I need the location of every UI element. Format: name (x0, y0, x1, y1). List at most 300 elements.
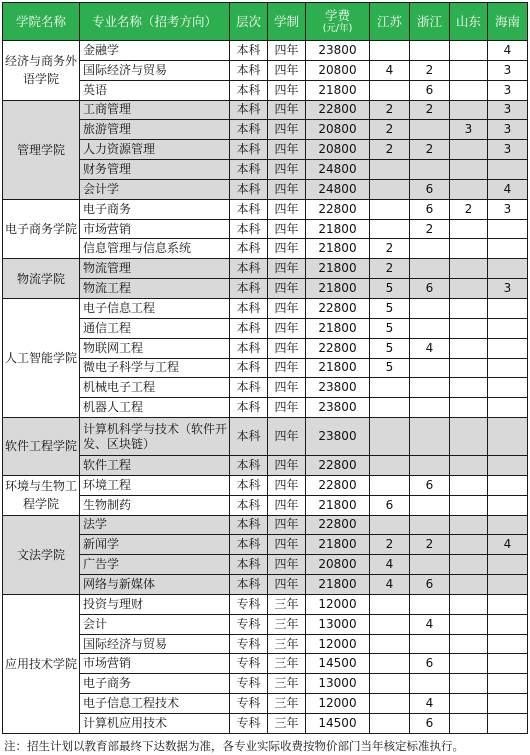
jiangsu-count-cell (370, 160, 410, 180)
hainan-count-cell: 3 (488, 60, 528, 80)
major-cell: 通信工程 (80, 318, 230, 338)
table-row (3, 199, 528, 219)
level-cell: 本科 (230, 279, 268, 299)
fee-cell: 20800 (306, 60, 370, 80)
table-row (3, 239, 528, 259)
hainan-count-cell (488, 378, 528, 398)
fee-cell: 21800 (306, 279, 370, 299)
table-row (3, 120, 528, 140)
hainan-count-cell: 4 (488, 41, 528, 61)
level-cell: 本科 (230, 41, 268, 61)
shandong-count-cell (450, 179, 488, 199)
hainan-count-cell (488, 456, 528, 476)
zhejiang-count-cell (410, 358, 450, 378)
level-cell: 本科 (230, 298, 268, 318)
major-cell: 电子商务 (80, 674, 230, 694)
table-row (3, 41, 528, 61)
major-cell: 投资与理财 (80, 594, 230, 614)
major-cell: 财务管理 (80, 160, 230, 180)
fee-cell: 21800 (306, 358, 370, 378)
major-cell: 工商管理 (80, 100, 230, 120)
fee-cell: 12000 (306, 634, 370, 654)
table-row (3, 575, 528, 595)
table-row (3, 654, 528, 674)
major-cell: 国际经济与贸易 (80, 60, 230, 80)
zhejiang-count-cell (410, 674, 450, 694)
jiangsu-count-cell (370, 515, 410, 535)
table-row (3, 674, 528, 694)
shandong-count-cell (450, 535, 488, 555)
jiangsu-count-cell (370, 41, 410, 61)
level-cell: 专科 (230, 674, 268, 694)
hainan-count-cell (488, 398, 528, 418)
hainan-count-cell: 3 (488, 120, 528, 140)
jiangsu-count-cell (370, 594, 410, 614)
major-cell: 计算机应用技术 (80, 714, 230, 734)
hainan-count-cell: 3 (488, 279, 528, 299)
major-cell: 英语 (80, 80, 230, 100)
hainan-count-cell: 3 (488, 140, 528, 160)
fee-cell: 12000 (306, 694, 370, 714)
hainan-count-cell (488, 555, 528, 575)
header-fee-label: 学费 (324, 7, 350, 23)
shandong-count-cell (450, 634, 488, 654)
table-row (3, 160, 528, 180)
fee-cell: 22800 (306, 199, 370, 219)
header-fee (306, 3, 370, 41)
zhejiang-count-cell (410, 398, 450, 418)
level-cell: 本科 (230, 456, 268, 476)
major-cell: 国际经济与贸易 (80, 634, 230, 654)
header-duration: 学制 (268, 3, 306, 41)
jiangsu-count-cell: 2 (370, 120, 410, 140)
shandong-count-cell (450, 418, 488, 456)
level-cell: 本科 (230, 140, 268, 160)
table-row (3, 535, 528, 555)
shandong-count-cell (450, 60, 488, 80)
fee-cell: 23800 (306, 41, 370, 61)
table-row (3, 358, 528, 378)
zhejiang-count-cell: 2 (410, 60, 450, 80)
fee-cell: 23800 (306, 378, 370, 398)
hainan-count-cell: 4 (488, 179, 528, 199)
table-row (3, 495, 528, 515)
zhejiang-count-cell (410, 456, 450, 476)
table-row (3, 475, 528, 495)
shandong-count-cell (450, 674, 488, 694)
hainan-count-cell (488, 674, 528, 694)
zhejiang-count-cell: 4 (410, 614, 450, 634)
zhejiang-count-cell: 6 (410, 80, 450, 100)
jiangsu-count-cell: 5 (370, 318, 410, 338)
fee-cell: 21800 (306, 495, 370, 515)
jiangsu-count-cell (370, 378, 410, 398)
zhejiang-count-cell: 2 (410, 535, 450, 555)
level-cell: 本科 (230, 418, 268, 456)
level-cell: 本科 (230, 60, 268, 80)
major-cell: 网络与新媒体 (80, 575, 230, 595)
zhejiang-count-cell: 6 (410, 179, 450, 199)
level-cell: 专科 (230, 594, 268, 614)
jiangsu-count-cell (370, 418, 410, 456)
jiangsu-count-cell: 4 (370, 60, 410, 80)
zhejiang-count-cell (410, 634, 450, 654)
fee-cell: 21800 (306, 535, 370, 555)
level-cell: 专科 (230, 714, 268, 734)
table-row (3, 456, 528, 476)
jiangsu-count-cell: 2 (370, 259, 410, 279)
header-jiangsu: 江苏 (370, 3, 410, 41)
level-cell: 本科 (230, 160, 268, 180)
hainan-count-cell (488, 475, 528, 495)
table-row (3, 100, 528, 120)
fee-cell: 20800 (306, 120, 370, 140)
duration-cell: 三年 (268, 674, 306, 694)
hainan-count-cell (488, 694, 528, 714)
jiangsu-count-cell: 5 (370, 338, 410, 358)
fee-cell: 13000 (306, 674, 370, 694)
duration-cell: 四年 (268, 515, 306, 535)
shandong-count-cell (450, 714, 488, 734)
hainan-count-cell (488, 418, 528, 456)
major-cell: 物联网工程 (80, 338, 230, 358)
major-cell: 电子信息工程 (80, 298, 230, 318)
duration-cell: 四年 (268, 199, 306, 219)
major-cell: 市场营销 (80, 654, 230, 674)
hainan-count-cell (488, 654, 528, 674)
hainan-count-cell (488, 714, 528, 734)
hainan-count-cell (488, 614, 528, 634)
fee-cell: 21800 (306, 575, 370, 595)
major-cell: 计算机科学与技术（软件开发、区块链） (80, 418, 230, 456)
header-zhejiang: 浙江 (410, 3, 450, 41)
duration-cell: 四年 (268, 495, 306, 515)
shandong-count-cell (450, 594, 488, 614)
hainan-count-cell (488, 495, 528, 515)
duration-cell: 四年 (268, 279, 306, 299)
shandong-count-cell (450, 279, 488, 299)
zhejiang-count-cell: 6 (410, 199, 450, 219)
level-cell: 本科 (230, 398, 268, 418)
duration-cell: 四年 (268, 160, 306, 180)
duration-cell: 四年 (268, 378, 306, 398)
major-cell: 微电子科学与工程 (80, 358, 230, 378)
shandong-count-cell (450, 398, 488, 418)
header-level: 层次 (230, 3, 268, 41)
table-row (3, 60, 528, 80)
shandong-count-cell: 2 (450, 199, 488, 219)
jiangsu-count-cell (370, 80, 410, 100)
school-name-cell: 电子商务学院 (3, 199, 80, 259)
table-row (3, 318, 528, 338)
shandong-count-cell (450, 555, 488, 575)
jiangsu-count-cell: 2 (370, 140, 410, 160)
shandong-count-cell: 3 (450, 120, 488, 140)
jiangsu-count-cell: 6 (370, 495, 410, 515)
duration-cell: 四年 (268, 120, 306, 140)
duration-cell: 四年 (268, 535, 306, 555)
jiangsu-count-cell: 2 (370, 239, 410, 259)
shandong-count-cell (450, 298, 488, 318)
major-cell: 信息管理与信息系统 (80, 239, 230, 259)
duration-cell: 四年 (268, 80, 306, 100)
table-row (3, 634, 528, 654)
jiangsu-count-cell: 2 (370, 535, 410, 555)
jiangsu-count-cell (370, 456, 410, 476)
shandong-count-cell (450, 219, 488, 239)
jiangsu-count-cell (370, 398, 410, 418)
zhejiang-count-cell (410, 378, 450, 398)
shandong-count-cell (450, 358, 488, 378)
major-cell: 机器人工程 (80, 398, 230, 418)
header-row (3, 3, 528, 41)
duration-cell: 四年 (268, 41, 306, 61)
plan-table (2, 2, 528, 734)
table-row (3, 378, 528, 398)
jiangsu-count-cell (370, 475, 410, 495)
level-cell: 本科 (230, 199, 268, 219)
school-name-cell: 软件工程学院 (3, 418, 80, 476)
fee-cell: 22800 (306, 475, 370, 495)
duration-cell: 三年 (268, 594, 306, 614)
zhejiang-count-cell: 4 (410, 338, 450, 358)
shandong-count-cell (450, 80, 488, 100)
fee-cell: 22800 (306, 298, 370, 318)
hainan-count-cell (488, 259, 528, 279)
jiangsu-count-cell (370, 714, 410, 734)
major-cell: 环境工程 (80, 475, 230, 495)
duration-cell: 三年 (268, 694, 306, 714)
fee-cell: 21800 (306, 80, 370, 100)
hainan-count-cell (488, 634, 528, 654)
zhejiang-count-cell (410, 120, 450, 140)
fee-cell: 24800 (306, 179, 370, 199)
fee-cell: 21800 (306, 259, 370, 279)
table-row (3, 418, 528, 456)
table-row (3, 338, 528, 358)
duration-cell: 四年 (268, 239, 306, 259)
level-cell: 本科 (230, 515, 268, 535)
table-row (3, 694, 528, 714)
fee-cell: 22800 (306, 100, 370, 120)
major-cell: 新闻学 (80, 535, 230, 555)
major-cell: 广告学 (80, 555, 230, 575)
shandong-count-cell (450, 495, 488, 515)
hainan-count-cell: 3 (488, 100, 528, 120)
jiangsu-count-cell: 4 (370, 555, 410, 575)
fee-cell: 13000 (306, 614, 370, 634)
level-cell: 本科 (230, 378, 268, 398)
jiangsu-count-cell: 5 (370, 279, 410, 299)
jiangsu-count-cell (370, 654, 410, 674)
header-shandong: 山东 (450, 3, 488, 41)
jiangsu-count-cell: 2 (370, 100, 410, 120)
table-row (3, 398, 528, 418)
zhejiang-count-cell (410, 239, 450, 259)
zhejiang-count-cell: 6 (410, 475, 450, 495)
hainan-count-cell (488, 219, 528, 239)
shandong-count-cell (450, 239, 488, 259)
shandong-count-cell (450, 338, 488, 358)
zhejiang-count-cell (410, 515, 450, 535)
header-school: 学院名称 (3, 3, 80, 41)
zhejiang-count-cell: 4 (410, 694, 450, 714)
school-name-cell: 人工智能学院 (3, 298, 80, 417)
duration-cell: 四年 (268, 398, 306, 418)
duration-cell: 四年 (268, 338, 306, 358)
header-major: 专业名称（招考方向） (80, 3, 230, 41)
fee-cell: 21800 (306, 239, 370, 259)
fee-cell: 21800 (306, 219, 370, 239)
shandong-count-cell (450, 160, 488, 180)
duration-cell: 四年 (268, 259, 306, 279)
major-cell: 人力资源管理 (80, 140, 230, 160)
major-cell: 法学 (80, 515, 230, 535)
table-row (3, 614, 528, 634)
hainan-count-cell (488, 515, 528, 535)
school-name-cell: 文法学院 (3, 515, 80, 594)
zhejiang-count-cell (410, 418, 450, 456)
level-cell: 本科 (230, 535, 268, 555)
shandong-count-cell (450, 140, 488, 160)
zhejiang-count-cell: 6 (410, 279, 450, 299)
jiangsu-count-cell (370, 614, 410, 634)
table-row (3, 279, 528, 299)
shandong-count-cell (450, 100, 488, 120)
major-cell: 会计学 (80, 179, 230, 199)
shandong-count-cell (450, 318, 488, 338)
hainan-count-cell (488, 594, 528, 614)
table-row (3, 515, 528, 535)
level-cell: 本科 (230, 259, 268, 279)
hainan-count-cell (488, 239, 528, 259)
zhejiang-count-cell (410, 495, 450, 515)
jiangsu-count-cell: 4 (370, 575, 410, 595)
jiangsu-count-cell (370, 199, 410, 219)
zhejiang-count-cell (410, 160, 450, 180)
shandong-count-cell (450, 456, 488, 476)
duration-cell: 四年 (268, 60, 306, 80)
jiangsu-count-cell (370, 674, 410, 694)
zhejiang-count-cell: 2 (410, 219, 450, 239)
zhejiang-count-cell: 2 (410, 100, 450, 120)
table-row (3, 555, 528, 575)
major-cell: 会计 (80, 614, 230, 634)
hainan-count-cell (488, 575, 528, 595)
major-cell: 市场营销 (80, 219, 230, 239)
duration-cell: 四年 (268, 179, 306, 199)
table-row (3, 298, 528, 318)
duration-cell: 四年 (268, 418, 306, 456)
duration-cell: 三年 (268, 634, 306, 654)
fee-cell: 22800 (306, 338, 370, 358)
fee-cell: 14500 (306, 714, 370, 734)
duration-cell: 四年 (268, 456, 306, 476)
footnote: 注：招生计划以教育部最终下达数据为准，各专业实际收费按物价部门当年核定标准执行。 (4, 739, 464, 753)
school-name-cell: 环境与生物工程学院 (3, 475, 80, 515)
level-cell: 本科 (230, 120, 268, 140)
level-cell: 专科 (230, 614, 268, 634)
fee-cell: 22800 (306, 456, 370, 476)
duration-cell: 四年 (268, 100, 306, 120)
level-cell: 本科 (230, 338, 268, 358)
zhejiang-count-cell (410, 555, 450, 575)
zhejiang-count-cell: 6 (410, 714, 450, 734)
major-cell: 生物制药 (80, 495, 230, 515)
duration-cell: 四年 (268, 140, 306, 160)
major-cell: 物流工程 (80, 279, 230, 299)
shandong-count-cell (450, 654, 488, 674)
major-cell: 机械电子工程 (80, 378, 230, 398)
level-cell: 本科 (230, 495, 268, 515)
duration-cell: 四年 (268, 575, 306, 595)
shandong-count-cell (450, 378, 488, 398)
level-cell: 本科 (230, 219, 268, 239)
zhejiang-count-cell (410, 318, 450, 338)
major-cell: 软件工程 (80, 456, 230, 476)
zhejiang-count-cell: 2 (410, 140, 450, 160)
fee-cell: 23800 (306, 418, 370, 456)
zhejiang-count-cell (410, 298, 450, 318)
hainan-count-cell: 3 (488, 80, 528, 100)
hainan-count-cell (488, 318, 528, 338)
header-hainan: 海南 (488, 3, 528, 41)
school-name-cell: 经济与商务外语学院 (3, 41, 80, 101)
school-name-cell: 管理学院 (3, 100, 80, 199)
major-cell: 物流管理 (80, 259, 230, 279)
school-name-cell: 物流学院 (3, 259, 80, 299)
hainan-count-cell (488, 298, 528, 318)
level-cell: 本科 (230, 555, 268, 575)
shandong-count-cell (450, 614, 488, 634)
shandong-count-cell (450, 575, 488, 595)
hainan-count-cell (488, 338, 528, 358)
fee-cell: 14500 (306, 654, 370, 674)
shandong-count-cell (450, 41, 488, 61)
major-cell: 电子商务 (80, 199, 230, 219)
level-cell: 本科 (230, 358, 268, 378)
level-cell: 专科 (230, 634, 268, 654)
hainan-count-cell: 3 (488, 199, 528, 219)
jiangsu-count-cell (370, 634, 410, 654)
table-row (3, 594, 528, 614)
jiangsu-count-cell: 5 (370, 298, 410, 318)
level-cell: 本科 (230, 239, 268, 259)
zhejiang-count-cell (410, 41, 450, 61)
jiangsu-count-cell (370, 179, 410, 199)
fee-cell: 21800 (306, 318, 370, 338)
level-cell: 专科 (230, 654, 268, 674)
fee-cell: 12000 (306, 594, 370, 614)
level-cell: 专科 (230, 694, 268, 714)
fee-cell: 24800 (306, 160, 370, 180)
duration-cell: 四年 (268, 358, 306, 378)
table-row (3, 259, 528, 279)
level-cell: 本科 (230, 318, 268, 338)
major-cell: 金融学 (80, 41, 230, 61)
duration-cell: 四年 (268, 318, 306, 338)
school-name-cell: 应用技术学院 (3, 594, 80, 733)
jiangsu-count-cell (370, 219, 410, 239)
table-row (3, 219, 528, 239)
duration-cell: 三年 (268, 654, 306, 674)
major-cell: 电子信息工程技术 (80, 694, 230, 714)
level-cell: 本科 (230, 575, 268, 595)
duration-cell: 四年 (268, 555, 306, 575)
level-cell: 本科 (230, 475, 268, 495)
shandong-count-cell (450, 515, 488, 535)
fee-cell: 20800 (306, 140, 370, 160)
